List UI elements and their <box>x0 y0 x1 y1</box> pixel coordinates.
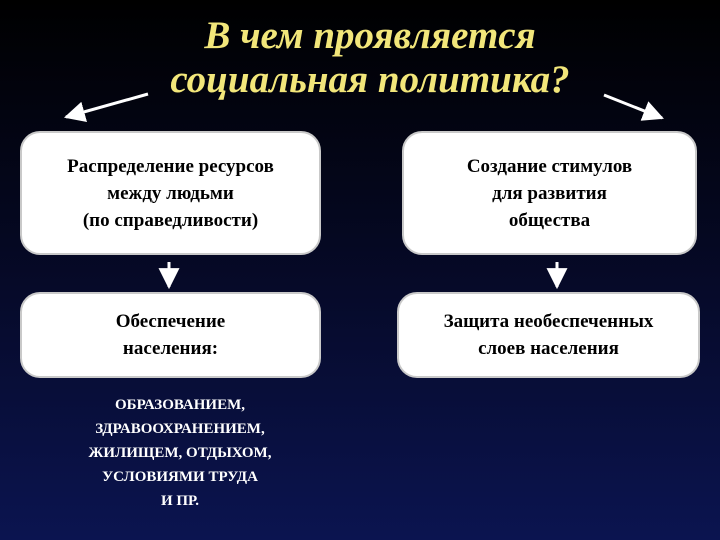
title-line-2: социальная политика? <box>170 58 570 101</box>
resource-distribution-box <box>20 131 321 255</box>
protection-text: Защита необеспеченных слоев населения <box>443 311 654 359</box>
arrow-to-right-box <box>604 95 662 118</box>
provision-list: ОБРАЗОВАНИЕМ, ЗДРАВООХРАНЕНИЕМ, ЖИЛИЩЕМ, ОТДЫХОМ, УСЛОВИЯМИ ТРУДА И ПР. <box>88 397 272 509</box>
incentives-text: Создание стимулов для развития общества <box>466 155 633 231</box>
provision-text: Обеспечение населения: <box>115 311 226 359</box>
incentives-box <box>402 131 697 255</box>
arrow-to-left-box <box>66 94 148 117</box>
provision-box <box>20 292 321 378</box>
resource-distribution-text: Распределение ресурсов между людьми (по справедливости) <box>67 155 274 231</box>
title-line-1: В чем проявляется <box>204 14 536 57</box>
protection-box <box>397 292 700 378</box>
